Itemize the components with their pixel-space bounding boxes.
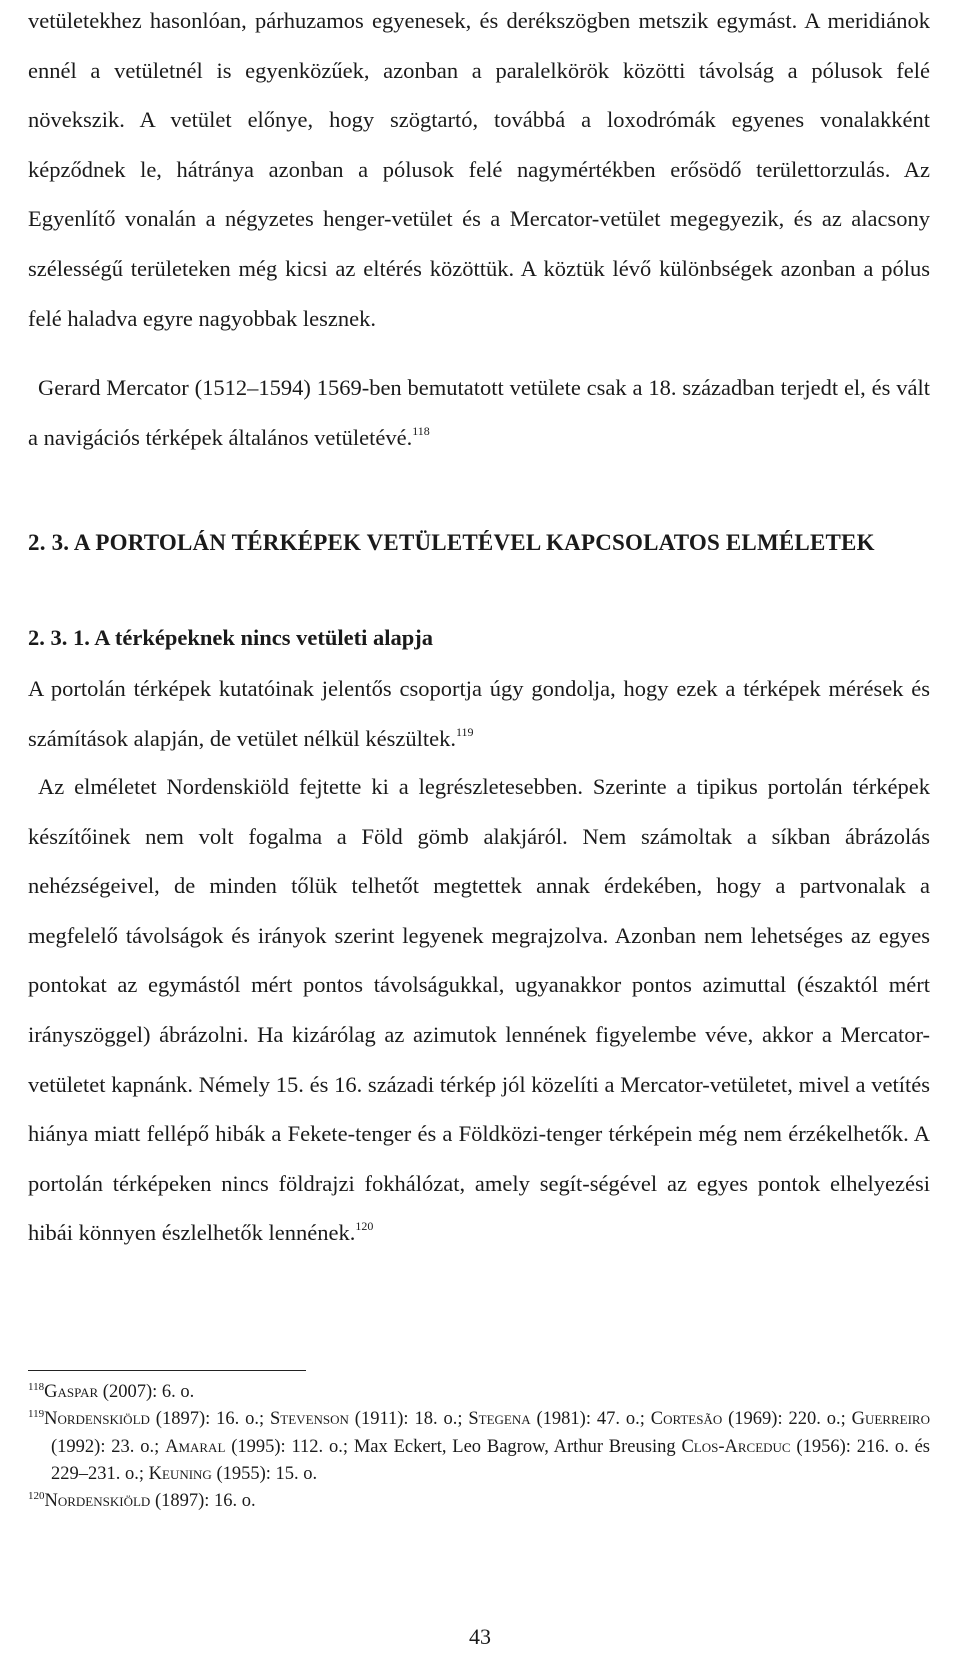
footnote-ref-118[interactable]: 118 [412, 423, 430, 438]
paragraph-nordenskiold-theory: Az elméletet Nordenskiöld fejtette ki a legrészletesebben. Szerinte a tipikus portolán térképek készítőinek nem volt fogalma a Föld gömb alakjáról. Nem számoltak a síkban ábrázolás nehézségeivel, de minden tőlük telhetőt megtettek annak érdekében, hogy a partvonalak a megfelelő távolságok és irányok szerint legyenek megrajzolva. Azonban nem lehetséges az egyes pontokat az egymástól mért pontos távolságukkal, ugyanakkor pontos azimuttal (északtól mért irányszöggel) ábrázolni. Ha kizárólag az azimutok lennének figyelembe véve, akkor a Mercator-vetületet kapnánk. Némely 15. és 16. századi térkép jól közelíti a Mercator-vetületet, mivel a vetítés hiánya miatt fellépő hibák a Fekete-tenger és a Földközi-tenger térképein még nem érzékelhetők. A portolán térképeken nincs földrajzi fokhálózat, amely segít-ségével az egyes pontok elhelyezési hibái könnyen észlelhetők lennének.$^{120}$ [28, 774, 930, 1246]
footnote-120: $^{120}$Nordenskiöld (1897): 16. o. [28, 1490, 256, 1511]
section-heading: 2. 3. A PORTOLÁN TÉRKÉPEK VETÜLETÉVEL KAPCSOLATOS ELMÉLETEK [28, 530, 875, 555]
subsection-heading: 2. 3. 1. A térképeknek nincs vetületi alapja [28, 625, 434, 650]
paragraph-gerard-mercator: Gerard Mercator (1512–1594) 1569-ben bemutatott vetülete csak a 18. században terjedt el, és vált a navigációs térképek általános vetületévé.$^{118}$ [28, 375, 930, 450]
footnote-ref-119[interactable]: 119 [455, 724, 474, 739]
paragraph-no-projection: A portolán térképek kutatóinak jelentős csoportja úgy gondolja, hogy ezek a térképek mérések és számítások alapján, de vetület nélkül készültek.$^{119}$ [28, 676, 930, 751]
footnote-separator [28, 1370, 306, 1371]
paragraph-mercator-properties: vetületekhez hasonlóan, párhuzamos egyenesek, és derékszögben metszik egymást. A meridiánok ennél a vetületnél is egyenközűek, azonban a paralelkörök közötti távolság a pólusok felé növekszik. A vetület előnye, hogy szögtartó, továbbá a loxodrómák egyenes vonalakként képződnek le, hátránya azonban a pólusok felé nagymértékben erősödő területtorzulás. Az Egyenlítő vonalán a négyzetes henger-vetület és a Mercator-vetület megegyezik, és az alacsony szélességű területeken még kicsi az eltérés közöttük. A köztük lévő különbségek azonban a pólus felé haladva egyre nagyobbak lesznek. [28, 8, 930, 331]
page-number: 43 [469, 1624, 491, 1649]
footnote-ref-120[interactable]: 120 [355, 1219, 374, 1234]
footnote-119: $^{119}$Nordenskiöld (1897): 16. o.; Stevenson (1911): 18. o.; Stegena (1981): 47. o.; Cortesão (1969): 220. o.; Guerreiro (1992): 23. o.; Amaral (1995): 112. o.; Max Eckert, Leo Bagrow, Arthur Breusing Clos-Arceduc (1956): 216. o. és 229–231. o.; Keuning (1955): 15. o. [28, 1408, 930, 1485]
footnote-118: $^{118}$Gaspar (2007): 6. o. [28, 1381, 195, 1402]
